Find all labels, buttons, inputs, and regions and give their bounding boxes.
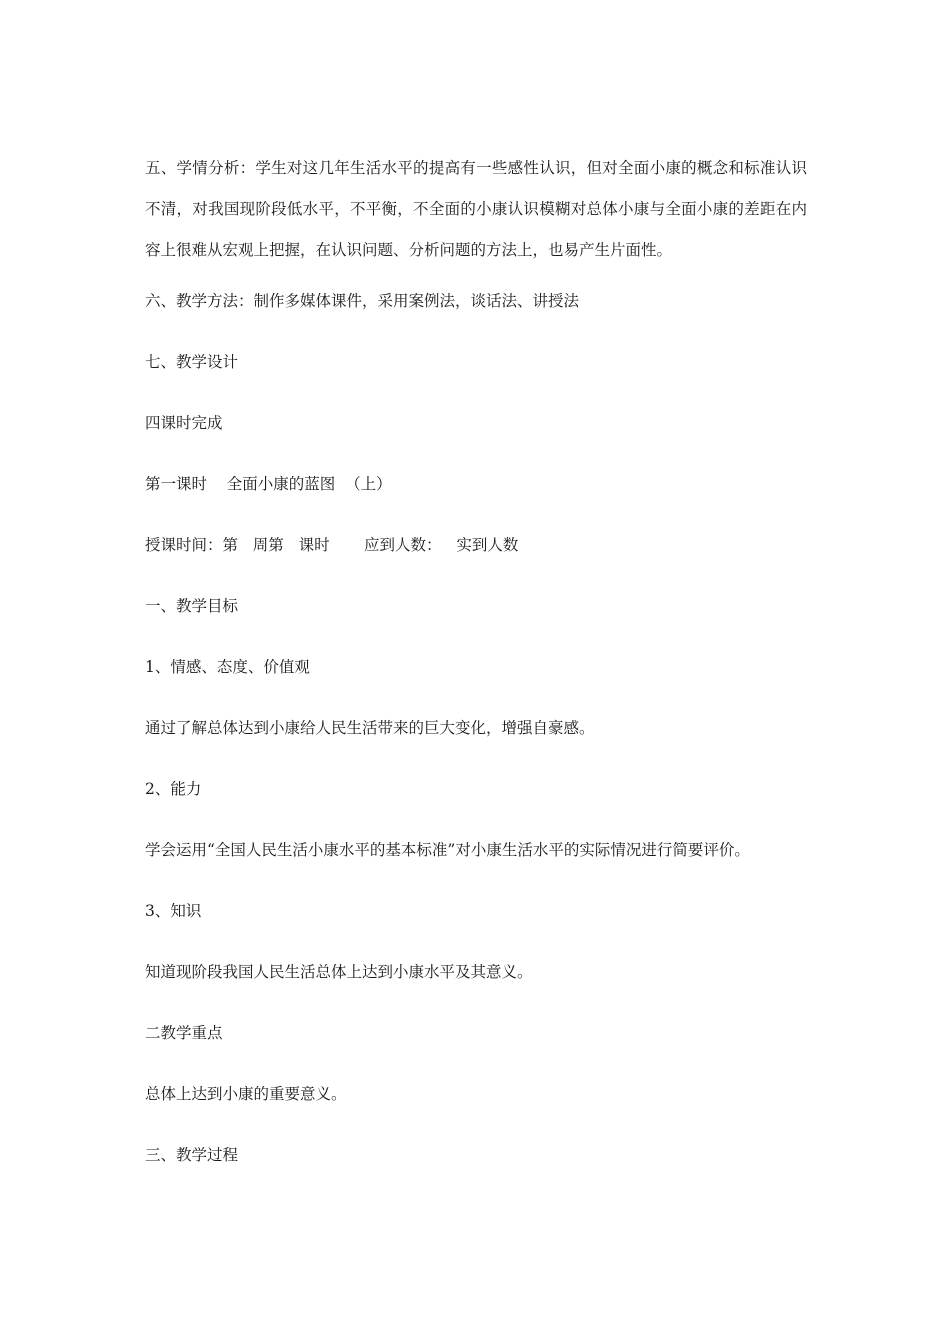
paragraph-four-lessons: 四课时完成 (145, 414, 223, 432)
heading-teaching-focus: 二教学重点 (145, 1024, 223, 1042)
heading-teaching-process: 三、教学过程 (145, 1146, 239, 1164)
heading-first-lesson: 第一课时 全面小康的蓝图 （上） (145, 475, 392, 493)
heading-teaching-design: 七、教学设计 (145, 353, 239, 371)
paragraph-learning-analysis: 五、学情分析：学生对这几年生活水平的提高有一些感性认识，但对全面小康的概念和标准认识不清，对我国现阶段低水平，不平衡，不全面的小康认识模糊对总体小康与全面小康的差距在内容上很难从宏观上把握，在认识问题、分析问题的方法上，也易产生片面性。 (145, 159, 807, 259)
heading-knowledge: 3、知识 (145, 902, 202, 920)
heading-emotion-values: 1、情感、态度、价值观 (145, 658, 310, 676)
heading-teaching-goals: 一、教学目标 (145, 597, 239, 615)
paragraph-class-time: 授课时间：第 周第 课时 应到人数： 实到人数 (145, 536, 519, 554)
paragraph-ability: 学会运用“全国人民生活小康水平的基本标准”对小康生活水平的实际情况进行简要评价。 (145, 841, 750, 859)
document-body (145, 148, 807, 1206)
heading-ability: 2、能力 (145, 780, 202, 798)
paragraph-emotion-values: 通过了解总体达到小康给人民生活带来的巨大变化，增强自豪感。 (145, 719, 595, 737)
paragraph-knowledge: 知道现阶段我国人民生活总体上达到小康水平及其意义。 (145, 963, 533, 981)
paragraph-teaching-focus: 总体上达到小康的重要意义。 (145, 1085, 347, 1103)
paragraph-teaching-method: 六、教学方法：制作多媒体课件，采用案例法，谈话法、讲授法 (145, 292, 580, 310)
